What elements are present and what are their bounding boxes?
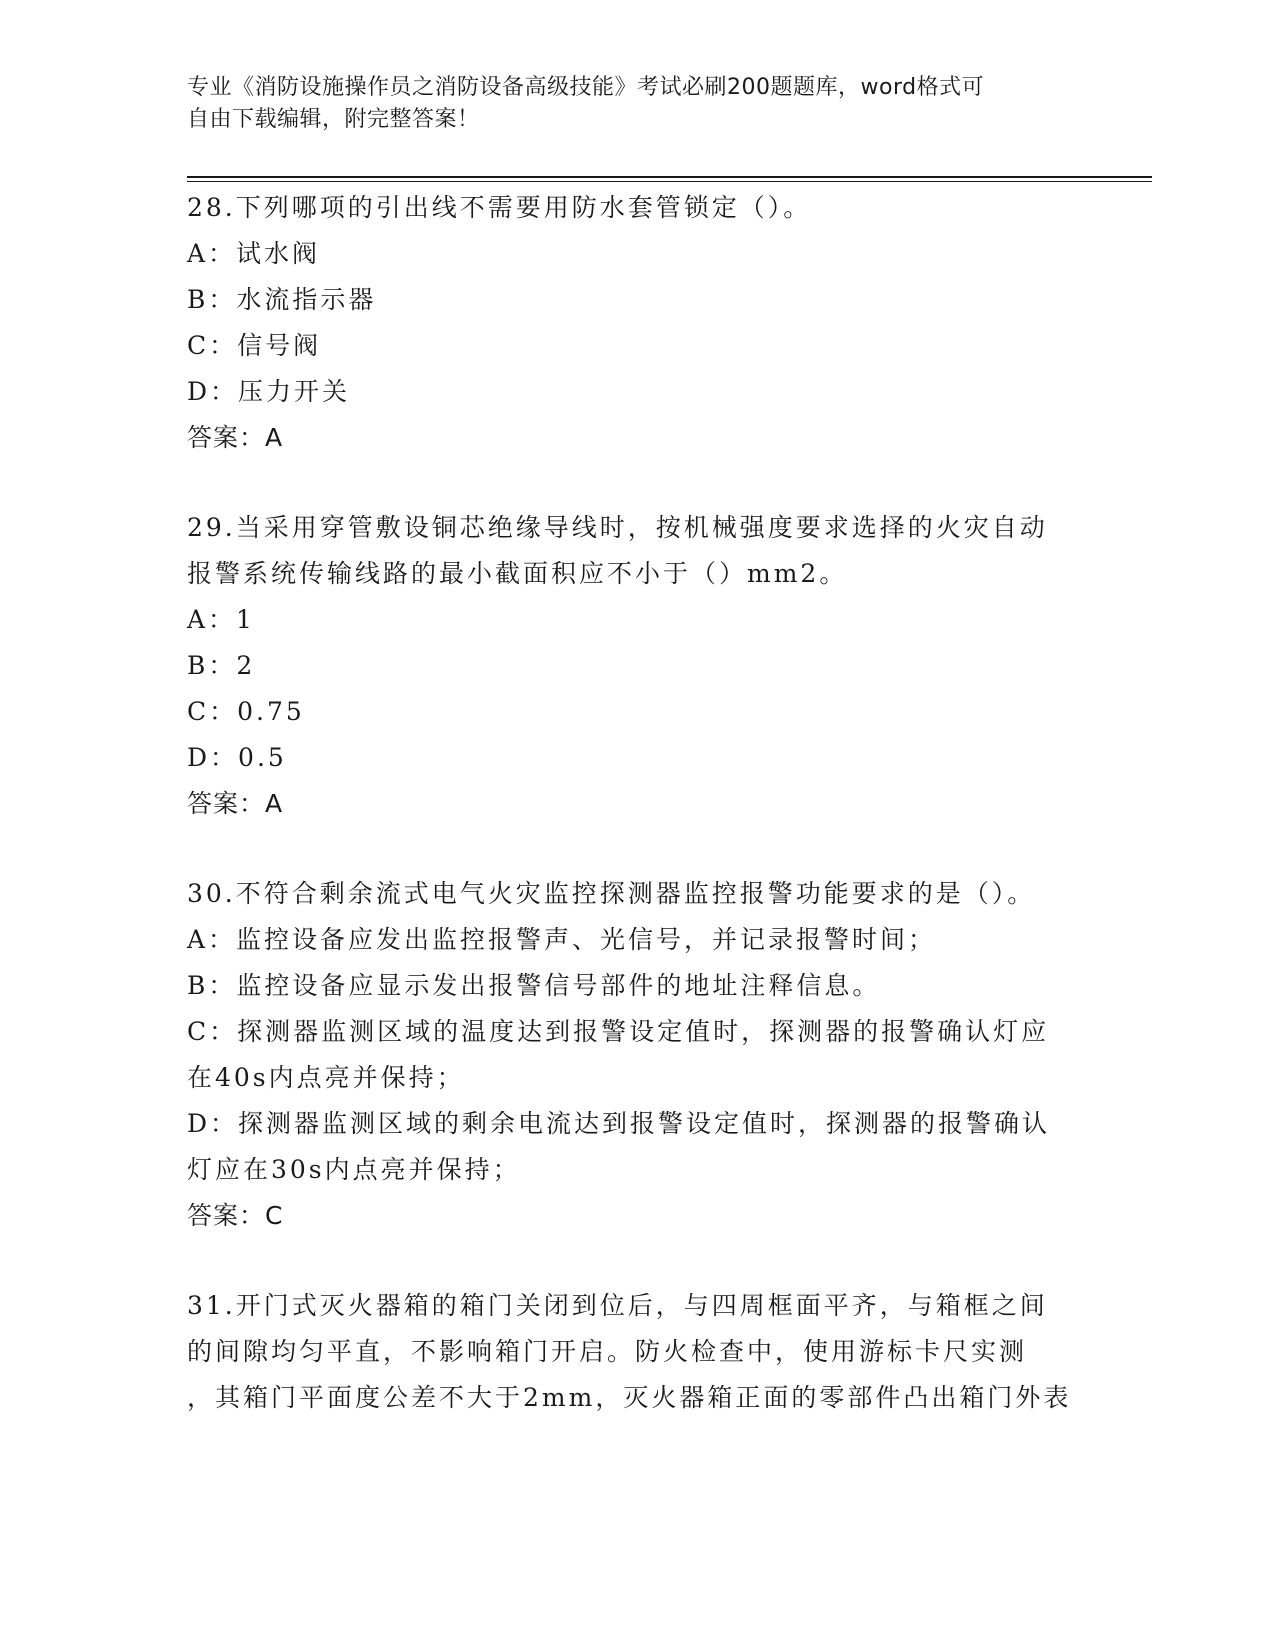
- answer-option: B：监控设备应显示发出报警信号部件的地址注释信息。: [187, 971, 881, 1000]
- answer-option: 灯应在30s内点亮并保持；: [187, 1155, 521, 1184]
- header-line-2: 自由下载编辑，附完整答案！: [187, 107, 480, 132]
- correct-answer: 答案：C: [187, 1201, 284, 1230]
- header-divider-thin: [187, 181, 1152, 182]
- answer-option: B：水流指示器: [187, 285, 377, 314]
- answer-option: 在40s内点亮并保持；: [187, 1063, 465, 1092]
- correct-answer: 答案：A: [187, 423, 284, 452]
- answer-option: D：压力开关: [187, 377, 351, 406]
- answer-option: C：0.75: [187, 697, 305, 726]
- answer-option: A：监控设备应发出监控报警声、光信号，并记录报警时间；: [187, 925, 937, 954]
- question-text: 的间隙均匀平直，不影响箱门开启。防火检查中，使用游标卡尺实测: [187, 1337, 1028, 1366]
- answer-option: B：2: [187, 651, 256, 680]
- question-text: 28.下列哪项的引出线不需要用防水套管锁定（）。: [187, 193, 812, 222]
- question-text: 31.开门式灭火器箱的箱门关闭到位后，与四周框面平齐，与箱框之间: [187, 1291, 1048, 1320]
- question-block: [187, 185, 1087, 461]
- header-divider-thick: [187, 176, 1152, 178]
- answer-option: A：试水阀: [187, 239, 321, 268]
- question-block: [187, 505, 1087, 827]
- answer-option: A：1: [187, 605, 255, 634]
- header-line-1: 专业《消防设施操作员之消防设备高级技能》考试必刷200题题库，word格式可: [187, 75, 985, 100]
- question-spacer: [187, 461, 1087, 505]
- answer-option: C：信号阀: [187, 331, 322, 360]
- question-block: [187, 1283, 1087, 1421]
- document-header: [187, 72, 1067, 136]
- answer-option: D：0.5: [187, 743, 287, 772]
- question-list: [187, 185, 1087, 1421]
- question-text: 30.不符合剩余流式电气火灾监控探测器监控报警功能要求的是（）。: [187, 879, 1036, 908]
- question-text: 29.当采用穿管敷设铜芯绝缘导线时，按机械强度要求选择的火灾自动: [187, 513, 1048, 542]
- answer-option: D：探测器监测区域的剩余电流达到报警设定值时，探测器的报警确认: [187, 1109, 1051, 1138]
- correct-answer: 答案：A: [187, 789, 284, 818]
- question-text: 报警系统传输线路的最小截面积应不小于（）mm2。: [187, 559, 848, 588]
- question-spacer: [187, 1239, 1087, 1283]
- answer-option: C：探测器监测区域的温度达到报警设定值时，探测器的报警确认灯应: [187, 1017, 1050, 1046]
- question-text: ，其箱门平面度公差不大于2mm，灭火器箱正面的零部件凸出箱门外表: [187, 1383, 1072, 1412]
- question-spacer: [187, 827, 1087, 871]
- question-block: [187, 871, 1087, 1239]
